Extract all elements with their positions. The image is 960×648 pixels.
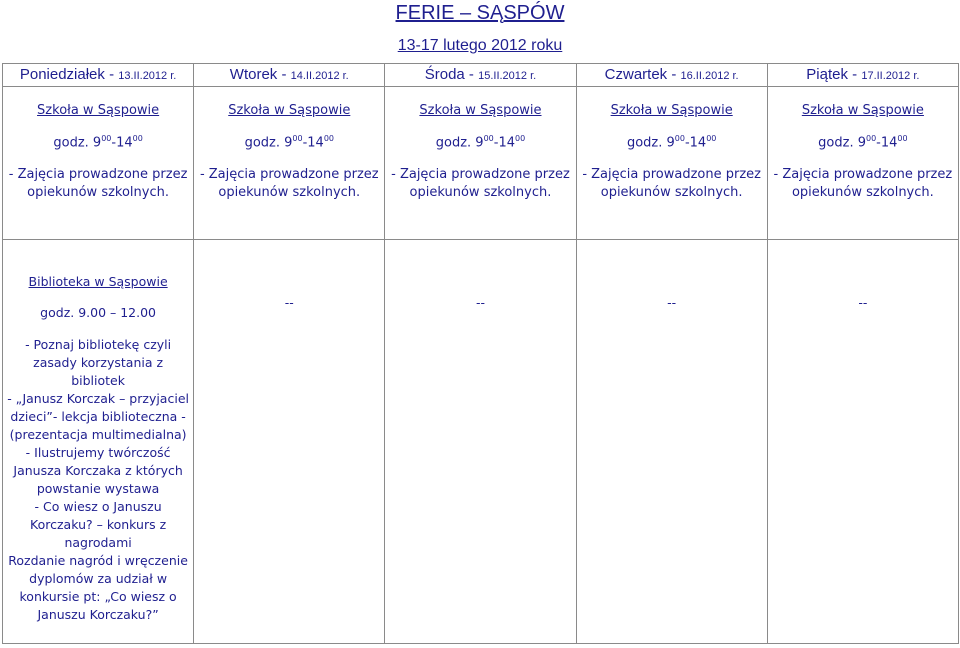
day-date: 15.II.2012 r.	[478, 70, 537, 82]
day-name: Czwartek -	[604, 66, 681, 83]
school-activity: - Zajęcia prowadzone przez opiekunów szkolnych.	[773, 167, 953, 201]
page-subtitle: 13-17 lutego 2012 roku	[397, 37, 563, 54]
empty-marker: --	[284, 295, 294, 310]
school-place: Szkoła w Sąspowie	[801, 103, 924, 118]
library-cell	[3, 240, 194, 644]
empty-marker: --	[475, 295, 485, 310]
schedule-table	[2, 63, 959, 644]
day-name: Piątek -	[806, 66, 862, 83]
empty-marker: --	[858, 295, 868, 310]
school-row	[3, 87, 959, 240]
school-hours: godz. $9^{00}-14^{00}$	[818, 134, 908, 151]
school-hours: godz. $9^{00}-14^{00}$	[53, 134, 143, 151]
school-activity: - Zajęcia prowadzone przez opiekunów szkolnych.	[199, 167, 379, 201]
days-header-row	[3, 64, 959, 87]
day-header-tuesday	[194, 64, 385, 87]
empty-marker: --	[667, 295, 677, 310]
library-hours: godz. 9.00 – 12.00	[40, 305, 157, 320]
school-place: Szkoła w Sąspowie	[419, 103, 542, 118]
school-hours: godz. $9^{00}-14^{00}$	[244, 134, 334, 151]
school-activity: - Zajęcia prowadzone przez opiekunów szkolnych.	[391, 167, 570, 201]
library-description: - Poznaj bibliotekę czyli zasady korzystania z bibliotek - „Janusz Korczak – przyjaciel dzieci”- lekcja biblioteczna - (prezentacja multimedialna) - Ilustrujemy twórczość Janusza Korczaka z których powstanie wystawa - Co wiesz o Januszu Korczaku? – konkurs z nagrodami Rozdanie nagród i wręczenie dyplomów za udział w konkursie pt: „Co wiesz o Januszu Korczaku?”	[7, 337, 189, 622]
day-name: Poniedziałek -	[19, 66, 119, 83]
school-cell	[767, 87, 958, 240]
page-title: FERIE – SĄSPÓW	[395, 2, 565, 24]
day-header-monday	[3, 64, 194, 87]
school-activity: - Zajęcia prowadzone przez opiekunów szkolnych.	[8, 167, 188, 201]
day-date: 14.II.2012 r.	[290, 70, 349, 82]
day-date: 13.II.2012 r.	[118, 70, 177, 82]
library-place: Biblioteka w Sąspowie	[28, 274, 168, 289]
day-date: 17.II.2012 r.	[861, 70, 920, 82]
day-name: Środa -	[424, 66, 479, 83]
library-row	[3, 240, 959, 644]
school-cell	[194, 87, 385, 240]
school-place: Szkoła w Sąspowie	[228, 103, 351, 118]
school-place: Szkoła w Sąspowie	[610, 103, 733, 118]
day-date: 16.II.2012 r.	[680, 70, 739, 82]
school-cell	[3, 87, 194, 240]
empty-cell	[385, 240, 576, 644]
day-header-friday	[767, 64, 958, 87]
day-header-wednesday	[385, 64, 576, 87]
school-activity: - Zajęcia prowadzone przez opiekunów szkolnych.	[582, 167, 761, 201]
school-cell	[385, 87, 576, 240]
empty-cell	[194, 240, 385, 644]
school-hours: godz. $9^{00}-14^{00}$	[435, 134, 526, 151]
day-name: Wtorek -	[229, 66, 291, 83]
day-header-thursday	[576, 64, 767, 87]
school-hours: godz. $9^{00}-14^{00}$	[626, 134, 717, 151]
school-place: Szkoła w Sąspowie	[37, 103, 160, 118]
empty-cell	[767, 240, 958, 644]
empty-cell	[576, 240, 767, 644]
school-cell	[576, 87, 767, 240]
